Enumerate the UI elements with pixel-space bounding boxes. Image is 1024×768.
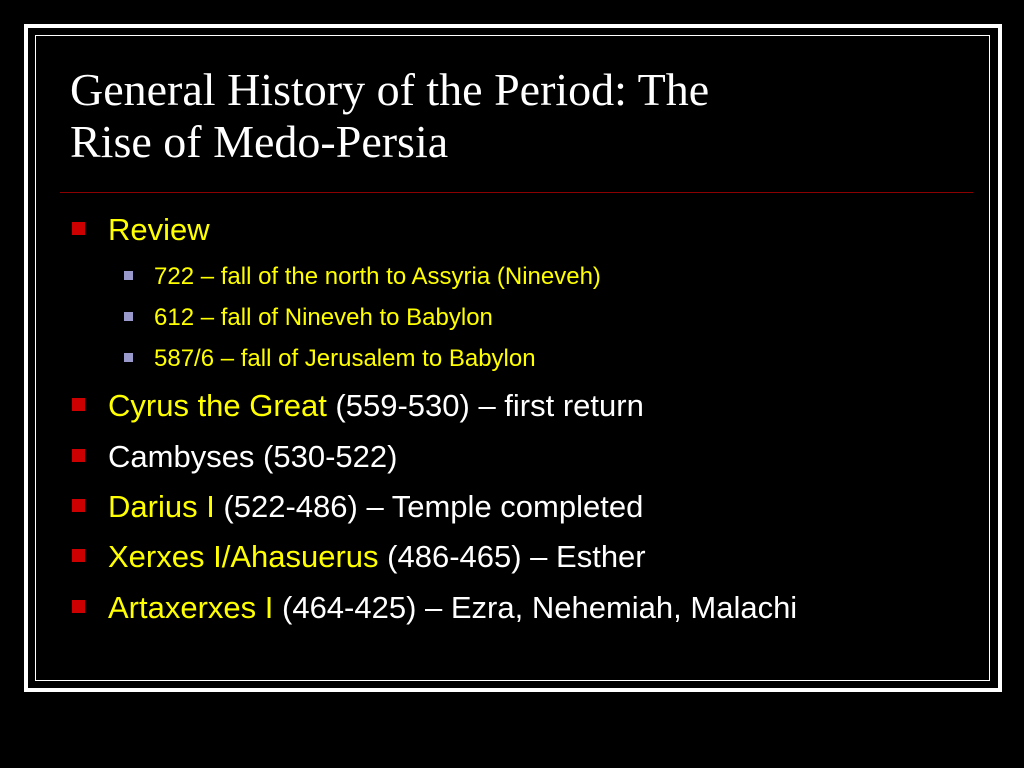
bullet-cambyses: [72, 439, 397, 475]
sub-bullet-587: [124, 344, 536, 374]
title-line-1: General History of the Period: The: [70, 64, 710, 115]
title-line-2: Rise of Medo-Persia: [70, 116, 449, 167]
sub-bullet-text: 612 – fall of Nineveh to Babylon: [154, 304, 493, 331]
sub-bullet-text: 722 – fall of the north to Assyria (Nineveh): [154, 263, 601, 290]
bullet-xerxes: [72, 539, 646, 575]
king-name: Darius I: [108, 489, 215, 524]
square-sub-bullet-icon: [124, 353, 133, 362]
sub-bullet-text: 587/6 – fall of Jerusalem to Babylon: [154, 345, 536, 372]
square-bullet-icon: [72, 600, 85, 613]
square-bullet-icon: [72, 449, 85, 462]
bullet-cyrus: [72, 388, 644, 424]
square-bullet-icon: [72, 499, 85, 512]
bullet-darius: [72, 489, 643, 525]
bullet-artaxerxes: [72, 590, 797, 626]
square-sub-bullet-icon: [124, 271, 133, 280]
king-detail: (464-425) – Ezra, Nehemiah, Malachi: [273, 590, 798, 625]
king-name: Cyrus the Great: [108, 388, 327, 423]
bullet-review: [72, 212, 210, 248]
square-bullet-icon: [72, 549, 85, 562]
square-bullet-icon: [72, 398, 85, 411]
sub-bullet-722: [124, 262, 601, 292]
king-name: Xerxes I/Ahasuerus: [108, 539, 379, 574]
king-detail: (559-530) – first return: [326, 388, 644, 423]
king-detail: Cambyses (530-522): [108, 439, 398, 474]
king-detail: (486-465) – Esther: [378, 539, 646, 574]
sub-bullet-612: [124, 303, 493, 333]
square-bullet-icon: [72, 222, 85, 235]
square-sub-bullet-icon: [124, 312, 133, 321]
king-detail: (522-486) – Temple completed: [214, 489, 644, 524]
review-label: Review: [108, 212, 210, 247]
king-name: Artaxerxes I: [108, 590, 274, 625]
